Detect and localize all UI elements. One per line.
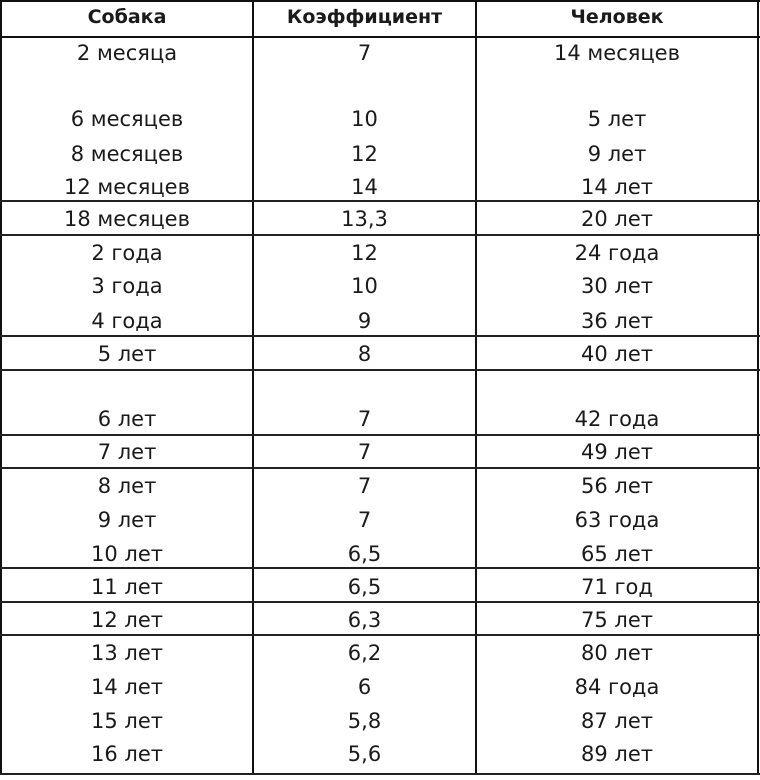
dog-age-cell: 6 лет	[97, 407, 157, 431]
human-age-cell: 36 лет	[581, 309, 653, 333]
dog-age-cell: 3 года	[91, 274, 163, 298]
human-age-cell: 24 года	[574, 241, 660, 265]
human-age-cell: 63 года	[574, 508, 660, 532]
row-group-divider	[0, 567, 760, 569]
human-age-cell: 30 лет	[581, 274, 653, 298]
human-age-cell: 20 лет	[581, 207, 653, 231]
dog-age-cell: 16 лет	[91, 742, 163, 766]
human-age-cell: 65 лет	[581, 542, 653, 566]
dog-age-cell: 2 года	[91, 241, 163, 265]
row-group-divider	[0, 200, 760, 202]
coefficient-cell: 12	[351, 241, 378, 265]
row-group-divider	[0, 335, 760, 337]
coefficient-cell: 8	[357, 342, 372, 366]
coefficient-cell: 14	[351, 175, 378, 199]
dog-age-cell: 11 лет	[91, 575, 163, 599]
dog-age-cell: 4 года	[91, 309, 163, 333]
dog-age-cell: 5 лет	[97, 342, 157, 366]
dog-age-cell: 7 лет	[97, 440, 157, 464]
human-age-cell: 9 лет	[587, 142, 647, 166]
coefficient-cell: 7	[357, 508, 372, 532]
header-human: Человек	[570, 6, 664, 28]
coefficient-cell: 7	[357, 407, 372, 431]
dog-age-cell: 12 лет	[91, 608, 163, 632]
human-age-cell: 71 год	[581, 575, 653, 599]
dog-age-cell: 9 лет	[97, 508, 157, 532]
row-group-divider	[0, 773, 760, 775]
coefficient-cell: 6,5	[347, 542, 382, 566]
human-age-cell: 87 лет	[581, 709, 653, 733]
row-group-divider	[0, 467, 760, 469]
coefficient-cell: 5,8	[347, 709, 382, 733]
row-group-divider	[0, 434, 760, 436]
dog-age-cell: 15 лет	[91, 709, 163, 733]
header-dog: Собака	[87, 6, 167, 28]
dog-age-cell: 8 месяцев	[70, 142, 184, 166]
row-group-divider	[0, 634, 760, 636]
table-border-right	[757, 0, 759, 775]
coefficient-cell: 10	[351, 107, 378, 131]
human-age-cell: 42 года	[574, 407, 660, 431]
dog-age-cell: 14 лет	[91, 675, 163, 699]
human-age-cell: 75 лет	[581, 608, 653, 632]
coefficient-cell: 12	[351, 142, 378, 166]
human-age-cell: 49 лет	[581, 440, 653, 464]
dog-age-cell: 12 месяцев	[64, 175, 190, 199]
coefficient-cell: 9	[357, 309, 372, 333]
coefficient-cell: 7	[357, 440, 372, 464]
row-group-divider	[0, 369, 760, 371]
coefficient-cell: 13,3	[341, 207, 388, 231]
human-age-cell: 56 лет	[581, 474, 653, 498]
coefficient-cell: 7	[357, 474, 372, 498]
human-age-cell: 5 лет	[587, 107, 647, 131]
human-age-cell: 14 лет	[581, 175, 653, 199]
human-age-cell: 89 лет	[581, 742, 653, 766]
dog-age-cell: 10 лет	[91, 542, 163, 566]
coefficient-cell: 10	[351, 274, 378, 298]
coefficient-cell: 7	[357, 41, 372, 65]
row-group-divider	[0, 601, 760, 603]
coefficient-cell: 5,6	[347, 742, 382, 766]
table-header	[0, 0, 760, 38]
header-coefficient: Коэффициент	[286, 6, 443, 28]
dog-age-cell: 2 месяца	[76, 41, 178, 65]
coefficient-cell: 6,2	[347, 641, 382, 665]
human-age-cell: 40 лет	[581, 342, 653, 366]
coefficient-cell: 6	[357, 675, 372, 699]
row-group-divider	[0, 234, 760, 236]
human-age-cell: 80 лет	[581, 641, 653, 665]
dog-age-cell: 8 лет	[97, 474, 157, 498]
dog-age-cell: 18 месяцев	[64, 207, 190, 231]
coefficient-cell: 6,5	[347, 575, 382, 599]
coefficient-cell: 6,3	[347, 608, 382, 632]
dog-age-cell: 13 лет	[91, 641, 163, 665]
human-age-cell: 84 года	[574, 675, 660, 699]
dog-age-cell: 6 месяцев	[70, 107, 184, 131]
human-age-cell: 14 месяцев	[554, 41, 680, 65]
